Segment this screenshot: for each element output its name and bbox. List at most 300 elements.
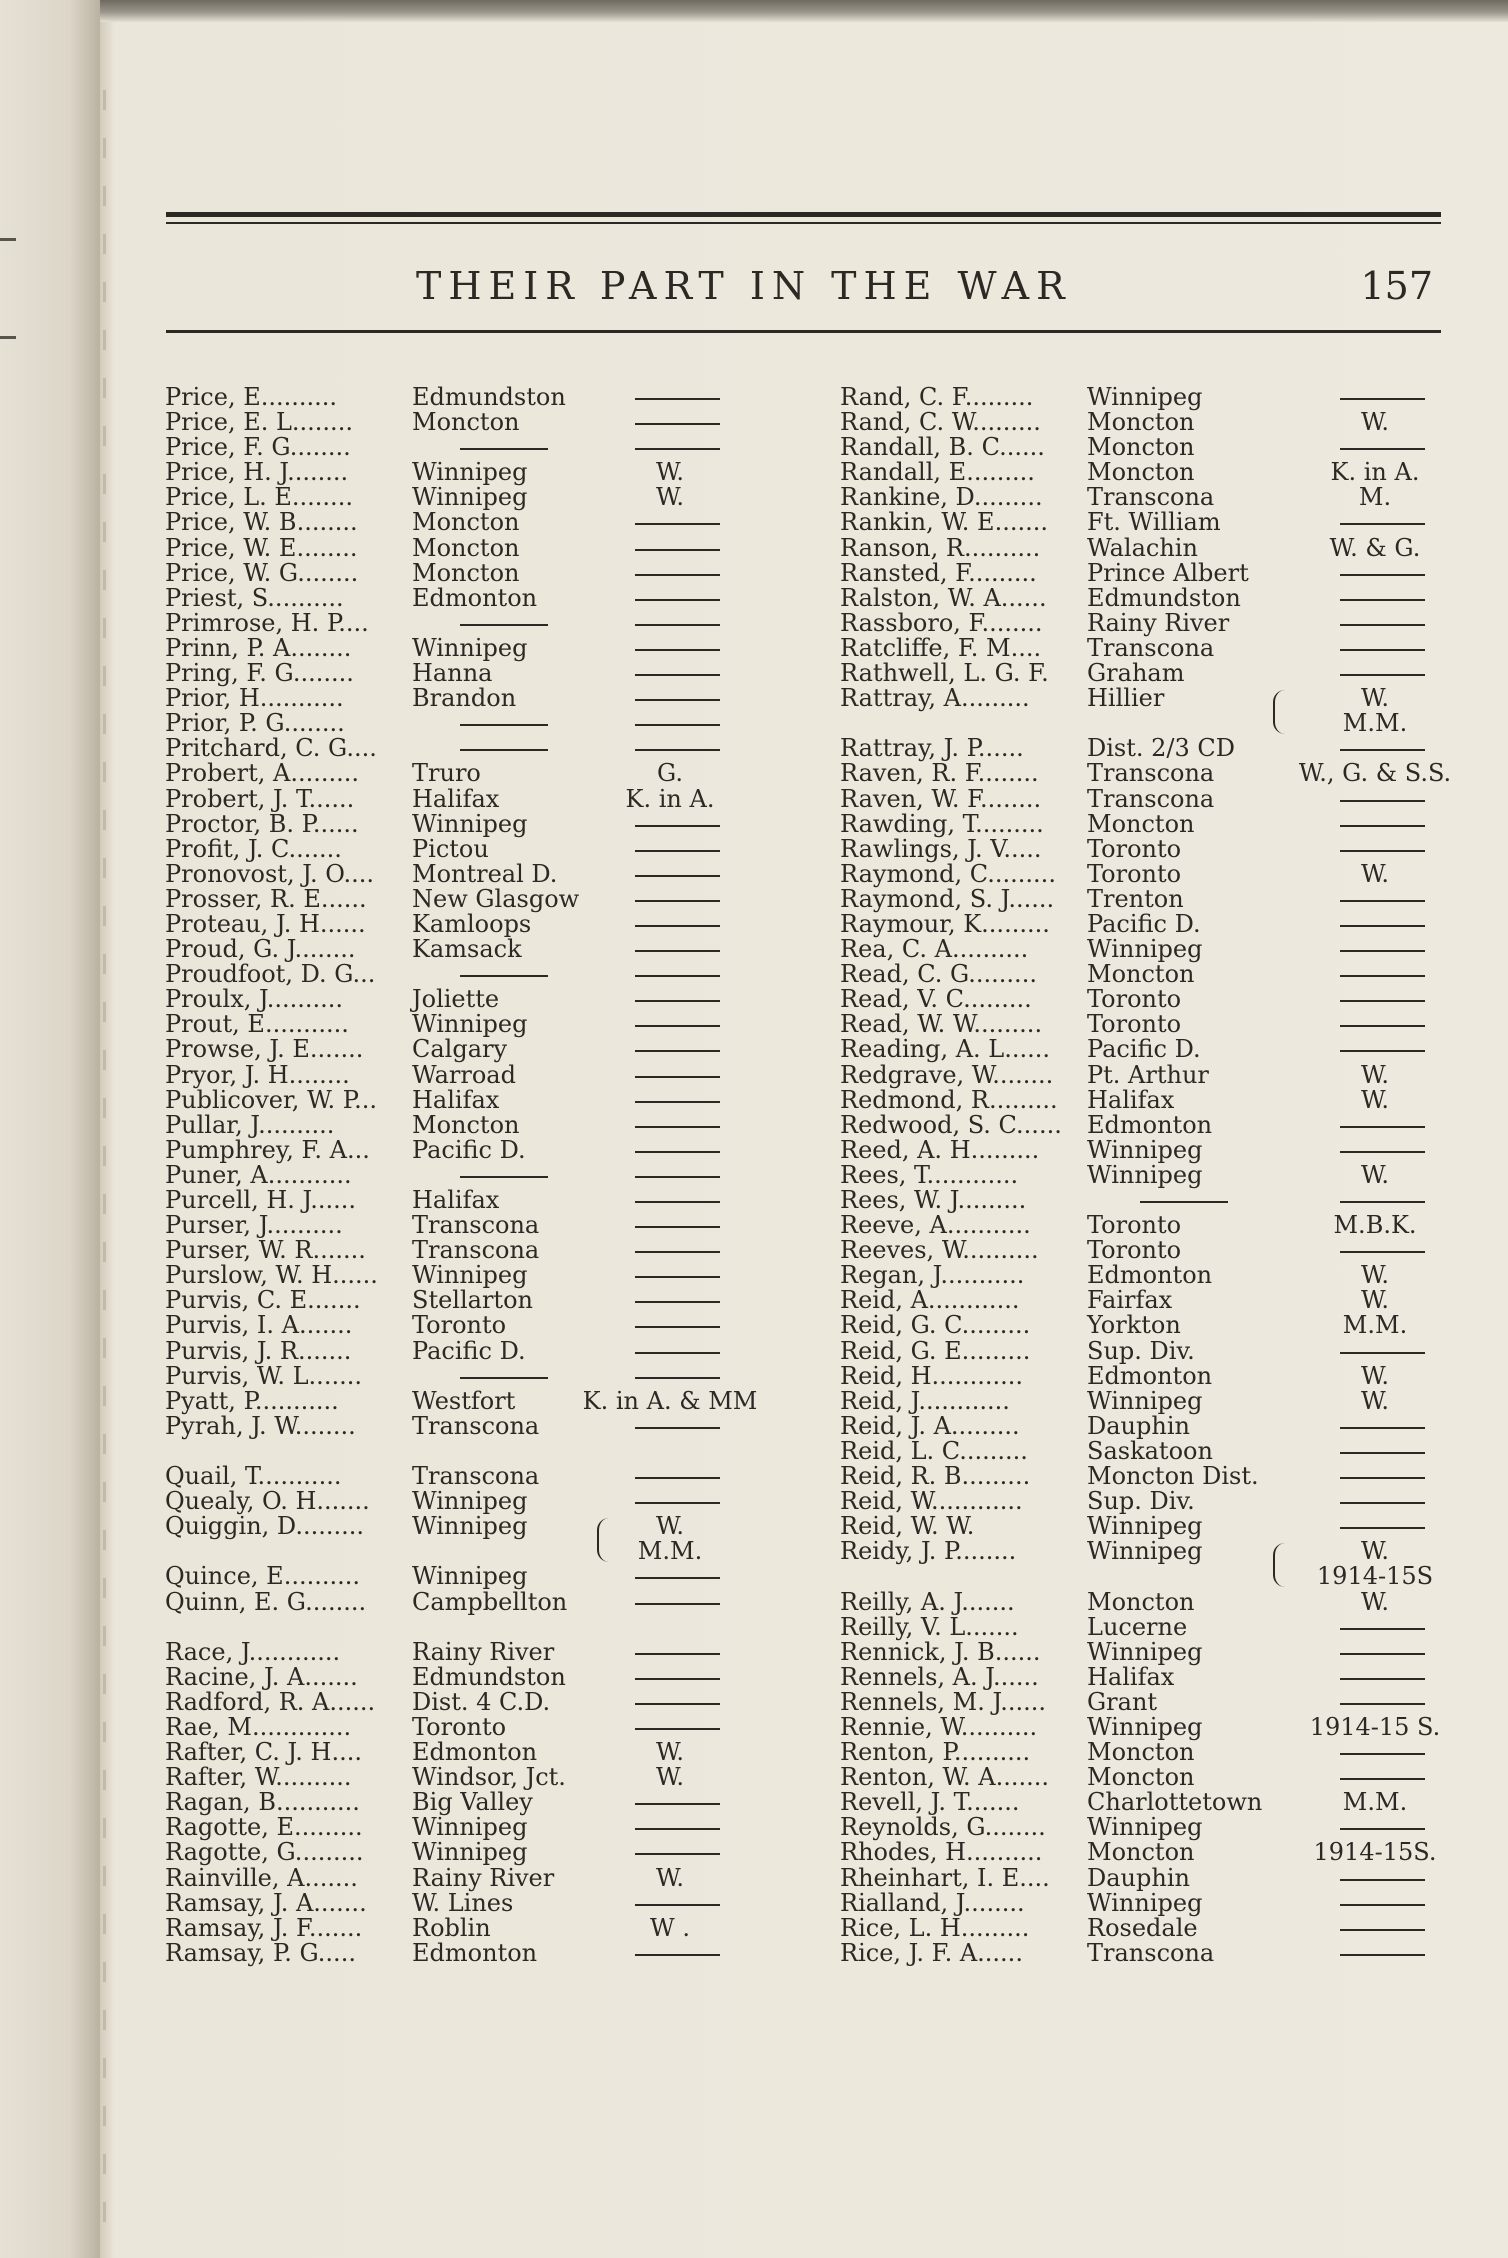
entry-name: Prinn, P. A........ <box>165 633 352 662</box>
entry-name: Price, E.......... <box>165 383 338 411</box>
honor-blank-rule <box>1340 523 1425 525</box>
entry-place: Pacific D. <box>1087 909 1201 938</box>
entry-place: Toronto <box>412 1712 507 1741</box>
entry-name: Pyrah, J. W........ <box>165 1411 356 1440</box>
entry-place: Kamsack <box>412 935 522 964</box>
entry-honor: K. in A. <box>625 784 715 813</box>
honor-blank-rule <box>1340 1778 1425 1780</box>
entry-name: Prior, H........... <box>165 684 344 713</box>
entry-place: Sup. Div. <box>1087 1487 1195 1516</box>
entry-place: Warroad <box>412 1060 516 1089</box>
entry-place: Winnipeg <box>1087 1386 1203 1415</box>
entry-place: Winnipeg <box>1087 1135 1203 1164</box>
entry-place: Transcona <box>1087 633 1215 662</box>
entry-name: Ragotte, G......... <box>165 1838 364 1867</box>
entry-place: Transcona <box>1087 483 1215 512</box>
entry-place: Moncton <box>1087 1763 1195 1792</box>
entry-name: Read, C. G......... <box>840 960 1037 989</box>
entry-name: Ransted, F......... <box>840 558 1037 587</box>
entry-place: Moncton <box>412 508 520 537</box>
entry-place: Moncton <box>412 1110 520 1139</box>
entry-name: Rees, T............ <box>840 1160 1019 1189</box>
entry-name: Reilly, A. J....... <box>840 1587 1015 1616</box>
entry-place: Rainy River <box>1087 608 1230 637</box>
entry-name: Reid, W............ <box>840 1487 1023 1516</box>
entry-name: Probert, J. T...... <box>165 784 355 813</box>
place-blank-rule <box>460 624 548 626</box>
entry-name: Reid, A............ <box>840 1286 1020 1315</box>
honor-blank-rule <box>635 599 720 601</box>
entry-name: Reid, J. A......... <box>840 1411 1020 1440</box>
entry-name: Randall, B. C...... <box>840 433 1045 462</box>
entry-honor: W . <box>650 1913 690 1942</box>
entry-place: Toronto <box>1087 1236 1182 1265</box>
entry-name: Purslow, W. H...... <box>165 1261 378 1290</box>
entry-place: Montreal D. <box>412 859 558 888</box>
entry-place: W. Lines <box>412 1888 514 1917</box>
honor-blank-rule <box>1340 1904 1425 1906</box>
entry-place: Pacific D. <box>1087 1035 1201 1064</box>
place-blank-rule <box>1140 1201 1228 1203</box>
honor-blank-rule <box>1340 1527 1425 1529</box>
entry-name: Raymond, C......... <box>840 859 1056 888</box>
entry-name: Raymour, K......... <box>840 909 1050 938</box>
entry-name: Rea, C. A.......... <box>840 935 1029 964</box>
entry-name: Proteau, J. H...... <box>165 909 366 938</box>
entry-place: Pictou <box>412 834 489 863</box>
entry-place: Lucerne <box>1087 1612 1188 1641</box>
honor-blank-rule <box>635 724 720 726</box>
entry-name: Read, V. C......... <box>840 985 1032 1014</box>
entry-place: Transcona <box>412 1236 540 1265</box>
entry-place: Windsor, Jct. <box>412 1763 566 1792</box>
entry-honor: W. <box>655 483 685 512</box>
entry-name: Rees, W. J......... <box>840 1186 1027 1214</box>
honor-blank-rule <box>635 1201 720 1203</box>
entry-place: Joliette <box>412 985 500 1014</box>
entry-name: Radford, R. A...... <box>165 1687 376 1716</box>
entry-place: Toronto <box>1087 1211 1182 1240</box>
entry-place: Transcona <box>1087 759 1215 788</box>
entry-place: Winnipeg <box>412 1813 528 1842</box>
honor-blank-rule <box>635 1050 720 1052</box>
honor-blank-rule <box>635 1176 720 1178</box>
entry-name: Rankine, D......... <box>840 483 1043 512</box>
entry-place: Toronto <box>1087 859 1182 888</box>
honor-blank-rule <box>635 574 720 576</box>
honor-blank-rule <box>1340 950 1425 952</box>
entry-name: Regan, J........... <box>840 1261 1025 1290</box>
place-blank-rule <box>460 975 548 977</box>
entry-place: Ft. William <box>1087 508 1221 537</box>
entry-name: Raymond, S. J...... <box>840 884 1055 913</box>
honor-blank-rule <box>635 1502 720 1504</box>
entry-name: Rand, C. W......... <box>840 408 1041 437</box>
honor-blank-rule <box>1340 674 1425 676</box>
honor-blank-rule <box>635 1477 720 1479</box>
entry-name: Publicover, W. P... <box>165 1085 377 1114</box>
entry-place: Toronto <box>1087 1010 1182 1039</box>
entry-name: Price, W. B........ <box>165 508 358 537</box>
entry-name: Read, W. W......... <box>840 1010 1043 1039</box>
entry-place: Prince Albert <box>1087 558 1249 587</box>
honor-blank-rule <box>635 674 720 676</box>
entry-name: Revell, J. T....... <box>840 1788 1020 1817</box>
honor-blank-rule <box>1340 1828 1425 1830</box>
entry-name: Rassboro, F........ <box>840 608 1043 637</box>
running-head <box>166 212 1441 333</box>
entry-name: Renton, P.......... <box>840 1738 1031 1767</box>
entry-place: Dist. 4 C.D. <box>412 1687 551 1716</box>
entry-honor: W. & G. <box>1329 533 1421 562</box>
honor-blank-rule <box>635 1352 720 1354</box>
entry-name: Ralston, W. A...... <box>840 583 1047 612</box>
entry-place: Truro <box>412 759 481 788</box>
honor-blank-rule <box>635 1126 720 1128</box>
entry-name: Pritchard, C. G.... <box>165 734 377 763</box>
binding-stitch <box>103 90 106 2230</box>
entry-place: Winnipeg <box>412 1562 528 1591</box>
entry-place: Transcona <box>1087 1938 1215 1967</box>
entry-name: Reilly, V. L....... <box>840 1612 1019 1641</box>
honor-blank-rule <box>635 523 720 525</box>
honor-blank-rule <box>635 875 720 877</box>
entry-place: Fairfax <box>1087 1286 1173 1315</box>
entry-place: Toronto <box>412 1311 507 1340</box>
honor-blank-rule <box>635 1728 720 1730</box>
honor-blank-rule <box>1340 1477 1425 1479</box>
entry-honor: W. <box>1360 1060 1390 1089</box>
entry-place: Dauphin <box>1087 1411 1190 1440</box>
honor-blank-rule <box>635 1276 720 1278</box>
entry-place: Big Valley <box>412 1788 533 1817</box>
entry-honor: M. <box>1358 483 1392 512</box>
entry-name: Purser, J.......... <box>165 1211 343 1240</box>
entry-name: Quinn, E. G........ <box>165 1587 367 1616</box>
entry-name: Redmond, R......... <box>840 1085 1058 1114</box>
entry-name: Rankin, W. E....... <box>840 508 1048 537</box>
honor-blank-rule <box>635 1076 720 1078</box>
honor-blank-rule <box>635 1954 720 1956</box>
entry-place: Winnipeg <box>1087 383 1203 411</box>
entry-place: Winnipeg <box>1087 1537 1203 1566</box>
entry-place: Dauphin <box>1087 1863 1190 1892</box>
entry-place: Rainy River <box>412 1863 555 1892</box>
entry-honor: W. <box>655 1863 685 1892</box>
entry-place: Hillier <box>1087 684 1165 713</box>
honor-blank-rule <box>1340 649 1425 651</box>
entry-honor: K. in A. <box>1330 458 1420 487</box>
entry-name: Price, H. J........ <box>165 458 349 487</box>
entry-honor: W. <box>1360 1386 1390 1415</box>
entry-place: Saskatoon <box>1087 1436 1213 1465</box>
entry-place: Winnipeg <box>1087 935 1203 964</box>
entry-name: Quail, T........... <box>165 1462 342 1491</box>
entry-honor: G. <box>657 759 683 788</box>
honor-blank-rule <box>1340 1628 1425 1630</box>
entry-name: Priest, S.......... <box>165 583 344 612</box>
entry-place: Winnipeg <box>412 1261 528 1290</box>
honor-blank-rule <box>1340 1427 1425 1429</box>
entry-place: Stellarton <box>412 1286 533 1315</box>
entry-place: Graham <box>1087 659 1185 688</box>
honor-blank-rule <box>635 398 720 400</box>
entry-name: Reid, R. B......... <box>840 1462 1031 1491</box>
entry-place: Sup. Div. <box>1087 1336 1195 1365</box>
entry-honor: 1914-15S <box>1316 1562 1434 1591</box>
entry-place: Moncton Dist. <box>1087 1462 1259 1491</box>
entry-honor: W. <box>655 1763 685 1792</box>
entry-name: Rennie, W.......... <box>840 1712 1038 1741</box>
entry-name: Purvis, J. R....... <box>165 1336 352 1365</box>
entry-place: Toronto <box>1087 834 1182 863</box>
honor-blank-rule <box>635 825 720 827</box>
entry-place: Moncton <box>1087 809 1195 838</box>
entry-place: Transcona <box>1087 784 1215 813</box>
entry-name: Prosser, R. E...... <box>165 884 367 913</box>
entry-name: Proulx, J.......... <box>165 985 344 1014</box>
entry-name: Price, L. E........ <box>165 483 353 512</box>
honor-blank-rule <box>1340 1502 1425 1504</box>
entry-place: Moncton <box>412 533 520 562</box>
honor-blank-rule <box>635 549 720 551</box>
entry-honor: M.M. <box>1342 1311 1408 1340</box>
entry-name: Rainville, A....... <box>165 1863 358 1892</box>
entry-name: Probert, A......... <box>165 759 360 788</box>
honor-blank-rule <box>635 1828 720 1830</box>
entry-name: Raven, W. F........ <box>840 784 1042 813</box>
entry-name: Reeve, A........... <box>840 1211 1031 1240</box>
entry-name: Price, W. G........ <box>165 558 359 587</box>
entry-place: Winnipeg <box>412 483 528 512</box>
entry-honor: W. <box>1360 1587 1390 1616</box>
entry-place: Edmonton <box>1087 1261 1213 1290</box>
honor-blank-rule <box>1340 1151 1425 1153</box>
honor-blank-rule <box>1340 1954 1425 1956</box>
entry-name: Pumphrey, F. A... <box>165 1135 370 1164</box>
entry-name: Proudfoot, D. G... <box>165 960 376 989</box>
entry-name: Raven, R. F........ <box>840 759 1039 788</box>
entry-place: Moncton <box>412 408 520 437</box>
entry-honor: M.B.K. <box>1333 1211 1417 1240</box>
honor-blank-rule <box>1340 599 1425 601</box>
entry-name: Reid, H............ <box>840 1361 1024 1390</box>
honor-blank-rule <box>1340 1879 1425 1881</box>
entry-name: Ramsay, J. F....... <box>165 1913 363 1942</box>
entry-honor: M.M. <box>1342 1788 1408 1817</box>
entry-name: Race, J............ <box>165 1637 341 1666</box>
entry-name: Renton, W. A....... <box>840 1763 1050 1792</box>
entry-name: Prout, E........... <box>165 1010 349 1039</box>
entry-name: Proctor, B. P...... <box>165 809 359 838</box>
entry-name: Ragotte, E......... <box>165 1813 363 1842</box>
header-underline <box>166 330 1441 333</box>
honor-blank-rule <box>1340 1000 1425 1002</box>
honor-blank-rule <box>1340 925 1425 927</box>
entry-name: Rattray, A......... <box>840 684 1030 713</box>
entry-name: Rice, J. F. A...... <box>840 1938 1023 1967</box>
entry-name: Randall, E......... <box>840 458 1035 487</box>
entry-honor: W. <box>1360 1085 1390 1114</box>
entry-honor: W. <box>655 1512 685 1541</box>
honor-blank-rule <box>1340 1201 1425 1203</box>
honor-blank-rule <box>635 850 720 852</box>
entry-name: Purcell, H. J...... <box>165 1186 357 1214</box>
entry-name: Pring, F. G........ <box>165 659 354 688</box>
entry-place: Calgary <box>412 1035 508 1064</box>
honor-blank-rule <box>635 1577 720 1579</box>
entry-place: Winnipeg <box>412 1838 528 1867</box>
entry-place: Halifax <box>412 1186 500 1214</box>
honor-blank-rule <box>635 649 720 651</box>
entry-name: Pullar, J.......... <box>165 1110 335 1139</box>
entry-name: Primrose, H. P.... <box>165 608 369 637</box>
honor-blank-rule <box>635 1101 720 1103</box>
entry-place: Toronto <box>1087 985 1182 1014</box>
entry-place: Moncton <box>1087 408 1195 437</box>
honor-blank-rule <box>635 1025 720 1027</box>
entry-place: Moncton <box>1087 1838 1195 1867</box>
entry-name: Rialland, J........ <box>840 1888 1025 1917</box>
entry-name: Reading, A. L...... <box>840 1035 1050 1064</box>
entry-place: Halifax <box>412 1085 500 1114</box>
entry-place: Edmundston <box>412 383 566 411</box>
entry-place: Edmonton <box>1087 1361 1213 1390</box>
honor-blank-rule <box>635 1653 720 1655</box>
place-blank-rule <box>460 448 548 450</box>
entry-place: Brandon <box>412 684 517 713</box>
entry-name: Reid, W. W. <box>840 1512 975 1541</box>
honor-blank-rule <box>635 1377 720 1379</box>
honor-blank-rule <box>1340 800 1425 802</box>
entry-name: Purser, W. R....... <box>165 1236 366 1265</box>
entry-place: Dist. 2/3 CD <box>1087 734 1235 763</box>
entry-place: Moncton <box>412 558 520 587</box>
entry-place: Yorkton <box>1087 1311 1181 1340</box>
entry-name: Redwood, S. C...... <box>840 1110 1062 1139</box>
honor-blank-rule <box>1340 900 1425 902</box>
honor-blank-rule <box>635 1803 720 1805</box>
entry-place: Edmundston <box>1087 583 1241 612</box>
entry-place: Rosedale <box>1087 1913 1198 1942</box>
entry-honor: W. <box>655 1738 685 1767</box>
entry-name: Puner, A........... <box>165 1160 352 1189</box>
entry-place: Winnipeg <box>412 1487 528 1516</box>
entry-name: Racine, J. A....... <box>165 1662 358 1691</box>
entry-name: Rennels, A. J...... <box>840 1662 1039 1691</box>
entry-name: Ramsay, J. A....... <box>165 1888 367 1917</box>
entry-place: Winnipeg <box>1087 1712 1203 1741</box>
entry-place: Transcona <box>412 1211 540 1240</box>
entry-name: Quiggin, D......... <box>165 1512 364 1541</box>
entry-place: Moncton <box>1087 433 1195 462</box>
honor-blank-rule <box>635 1251 720 1253</box>
entry-place: Grant <box>1087 1687 1158 1716</box>
entry-place: Moncton <box>1087 960 1195 989</box>
entry-place: Winnipeg <box>412 633 528 662</box>
entry-name: Reid, G. E......... <box>840 1336 1031 1365</box>
entry-honor: W. <box>1360 859 1390 888</box>
entry-place: Winnipeg <box>412 809 528 838</box>
entry-place: Edmundston <box>412 1662 566 1691</box>
honor-blank-rule <box>635 699 720 701</box>
honor-blank-rule <box>1340 1703 1425 1705</box>
entry-place: Campbellton <box>412 1587 568 1616</box>
honor-blank-rule <box>1340 975 1425 977</box>
honor-blank-rule <box>1340 850 1425 852</box>
entry-honor: 1914-15 S. <box>1309 1712 1441 1741</box>
entry-place: Winnipeg <box>1087 1888 1203 1917</box>
entry-name: Prior, P. G........ <box>165 709 345 738</box>
honor-blank-rule <box>635 1904 720 1906</box>
honor-blank-rule <box>635 1678 720 1680</box>
entry-place: Edmonton <box>412 1938 538 1967</box>
entry-name: Ragan, B........... <box>165 1788 360 1817</box>
entry-place: Winnipeg <box>1087 1160 1203 1189</box>
honor-blank-rule <box>635 1703 720 1705</box>
entry-honor: W. <box>1360 408 1390 437</box>
entry-place: Winnipeg <box>412 1512 528 1541</box>
entry-place: Edmonton <box>412 1738 538 1767</box>
entry-place: Charlottetown <box>1087 1788 1263 1817</box>
honor-blank-rule <box>635 900 720 902</box>
entry-name: Ranson, R.......... <box>840 533 1041 562</box>
entry-name: Prowse, J. E....... <box>165 1035 364 1064</box>
entry-name: Reid, J............ <box>840 1386 1010 1415</box>
entry-place: Kamloops <box>412 909 532 938</box>
entry-name: Rafter, C. J. H.... <box>165 1738 362 1767</box>
entry-place: Hanna <box>412 659 493 688</box>
entry-place: Moncton <box>1087 1587 1195 1616</box>
entry-name: Pryor, J. H........ <box>165 1060 350 1089</box>
entry-name: Rawding, T......... <box>840 809 1044 838</box>
honor-blank-rule <box>1340 1050 1425 1052</box>
entry-place: Rainy River <box>412 1637 555 1666</box>
entry-place: Winnipeg <box>1087 1813 1203 1842</box>
entry-name: Pronovost, J. O.... <box>165 859 375 888</box>
honor-blank-rule <box>635 1427 720 1429</box>
honor-blank-rule <box>635 975 720 977</box>
entry-honor: W. <box>655 458 685 487</box>
honor-blank-rule <box>635 624 720 626</box>
entry-name: Reynolds, G........ <box>840 1813 1046 1842</box>
entry-place: Roblin <box>412 1913 491 1942</box>
entry-place: Pacific D. <box>412 1135 526 1164</box>
place-blank-rule <box>460 749 548 751</box>
header-rule <box>166 212 1441 217</box>
entry-honor: W. <box>1360 1261 1390 1290</box>
honor-blank-rule <box>635 1853 720 1855</box>
page-title: THEIR PART IN THE WAR <box>416 264 1072 308</box>
entry-name: Rhodes, H.......... <box>840 1838 1043 1867</box>
honor-blank-rule <box>635 448 720 450</box>
honor-blank-rule <box>1340 1653 1425 1655</box>
honor-blank-rule <box>1340 624 1425 626</box>
honor-blank-rule <box>1340 574 1425 576</box>
honor-blank-rule <box>1340 1753 1425 1755</box>
honor-blank-rule <box>1340 448 1425 450</box>
entry-place: Halifax <box>1087 1662 1175 1691</box>
honor-blank-rule <box>635 423 720 425</box>
entry-honor: K. in A. & MM <box>582 1386 758 1415</box>
entry-name: Price, E. L........ <box>165 408 353 437</box>
entry-name: Purvis, C. E....... <box>165 1286 361 1315</box>
honor-blank-rule <box>1340 398 1425 400</box>
entry-place: Westfort <box>412 1386 516 1415</box>
entry-name: Reid, G. C......... <box>840 1311 1031 1340</box>
entry-name: Price, F. G........ <box>165 433 351 462</box>
entry-name: Rice, L. H......... <box>840 1913 1030 1942</box>
